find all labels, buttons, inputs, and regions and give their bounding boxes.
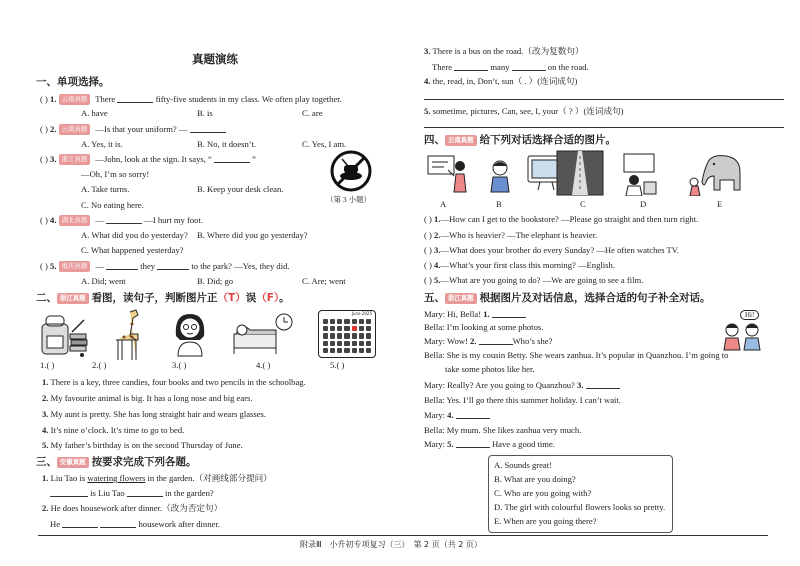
calendar-cell (323, 341, 328, 346)
q5-line: ( ) 5. 重庆真题 — they to the park? —Yes, they did. (40, 261, 290, 271)
blank[interactable] (492, 309, 526, 318)
blank[interactable] (512, 62, 546, 71)
calendar-cell (352, 348, 357, 353)
calendar-cell (337, 326, 342, 331)
blank[interactable] (479, 336, 513, 345)
boy-icon (486, 158, 514, 194)
blank[interactable] (190, 124, 226, 133)
option: A. What did you do yesterday? (81, 230, 188, 240)
figure-caption: （第 3 小题） (326, 195, 371, 204)
s2-sentence: 3. My aunt is pretty. She has long straight hair and wears glasses. (42, 409, 267, 419)
s4-item: ( ) 1.—How can I get to the bookstore? —Please go straight and then turn right. (424, 214, 699, 224)
section5-heading: 五、 浙江真题 根据图片及对话信息，选择合适的句子补全对话。 (424, 292, 711, 304)
calendar-cell (330, 326, 335, 331)
s3-q2: 2. He does housework after dinner.（改为否定句） (42, 503, 223, 513)
dialogue-line: Mary: 5. Have a good time. (424, 439, 555, 449)
blank[interactable] (456, 439, 490, 448)
blank[interactable] (106, 261, 138, 270)
answer-paren[interactable]: ( ) (40, 261, 48, 271)
blank[interactable] (454, 62, 488, 71)
calendar-cell (366, 348, 371, 353)
option: B. Where did you go yesterday? (197, 230, 308, 240)
answer-paren[interactable]: ( ) (40, 94, 48, 104)
footer-rule (38, 535, 768, 536)
calendar-cell (359, 319, 364, 324)
calendar-grid (323, 319, 371, 353)
calendar-icon: June 2025 (318, 310, 376, 358)
calendar-cell (323, 333, 328, 338)
page-title: 真题演练 (192, 52, 238, 66)
source-tag: 浙江真题 (57, 293, 89, 304)
s4-item: ( ) 3.—What does your brother do every Sunday? —He often watches TV. (424, 245, 680, 255)
calendar-cell (359, 333, 364, 338)
option: B. Keep your desk clean. (197, 184, 284, 194)
calendar-cell (323, 319, 328, 324)
calendar-cell (352, 326, 357, 331)
option: C. Are; went (302, 276, 346, 286)
option: A. have (81, 108, 108, 118)
calendar-cell (352, 341, 357, 346)
calendar-cell (330, 341, 335, 346)
source-tag: 湖北真题 (59, 215, 91, 226)
giraffe-icon (108, 306, 148, 362)
elephant-boy-icon (688, 150, 746, 196)
calendar-cell (359, 348, 364, 353)
calendar-cell (366, 326, 371, 331)
dialogue-line: take some photos like her. (445, 364, 535, 374)
s3-q1-answer: is Liu Tao in the garden? (50, 488, 214, 499)
option: C. are (302, 108, 323, 118)
s3-q3-answer: There many on the road. (432, 62, 589, 72)
blank[interactable] (62, 519, 98, 528)
picture-label[interactable]: 5.( ) (330, 360, 345, 370)
option-item: C. Who are you going with? (494, 488, 592, 498)
calendar-cell (352, 319, 357, 324)
two-girls-icon (718, 318, 770, 352)
blank[interactable] (157, 261, 189, 270)
s3-q5: 5. sometime, pictures, Can, see, I, your（ ? ）(连词成句) (424, 106, 624, 116)
blank[interactable] (214, 154, 250, 163)
blank[interactable] (100, 519, 136, 528)
answer-line[interactable] (424, 99, 784, 100)
s2-sentence: 4. It’s nine o’clock. It’s time to go to bed. (42, 425, 185, 435)
picture-label[interactable]: 1.( ) (40, 360, 55, 370)
s3-q3: 3. There is a bus on the road.（改为复数句） (424, 46, 584, 56)
blank[interactable] (127, 488, 163, 497)
section4-heading: 四、 云南真题 给下列对话选择合适的图片。 (424, 134, 617, 146)
page: 真题演练 一、单项选择。 ( ) 1. 云南真题 There fifty-five students in my class. We often play together. A. have B. is C. are ( ) 2. 云南真题 —Is that your uniform? — A. Yes, it is. B. No, it doesn’t. C. Yes, I am. ( ) 3. 浙江真题 —John, look at the sign. It says, “ ” —Oh, I’m so sorry! A. Take turns. B. Keep your desk clean. C. No eating here. （第 3 小题） ( ) 4. 湖北真题 — —I hurt my foot. A. What did you do yesterday? B. Where did you go yesterday? C. What happened yesterday? ( ) 5. 重庆真题 — they to the park? —Yes, they did. A. Did; went B. Did; go C. Are; went 二、 浙江真题 看图，读句子，判断图片正（T）误（F）。 June 2025 1.( ) 2.( ) 3.( ) 4.( ) 5.( ) 1. There is a key, three candies, four books and two pencils in the schoolbag. 2. My favourite animal is big. It has a long nose and big ears. 3. My aunt is pretty. She has long straight hair and wears glasses. 4. It’s nine o’clock. It’s time to go to bed. 5. My father’s birthday is on the second Thursday of June. 三、 安徽真题 按要求完成下列各题。 1. Liu Tao is watering flowers in the garden.（对画线部分提问） is Liu Tao in the garden? 2. He does housework after dinner.（改为否定句） He housework after dinner. 3. There is a bus on the road.（改为复数句） There many on the road. 4. the, read, in, Don’t, sun（ . ）(连词成句) 5. sometime, pictures, Can, see, I, your（ ? ）(连词成句) 四、 云南真题 给下列对话选择合适的图片。 A B C D E ( ) 1.—How can I get to the bookstore? —Please go straight and then turn right. ( ) 2.—Who is heavier? —The elephant is heavier. ( ) 3.—What does your brother do every Sunday? —He often watches TV. ( ) 4.—What’s your first class this morning? —English. ( ) 5.—What are you going to do? —We are going to see a film. 五、 浙江真题 根据图片及对话信息，选择合适的句子补全对话。 Hi! Mary: Hi, Bella! 1. Bella: I’m looking at some photos. Mary: Wow! 2. Who’s she? Bella: She is my cousin Betty. She wears zanhua. It’s popular in Quanzhou. I’m going to take some photos like her. Mary: Really? Are you going to Quanzhou? 3. Bella: Yes. I’ll go there this summer holiday. I can’t wait. Mary: 4. Bella: My mum. She likes zanhua very much. Mary: 5. Have a good time. A. Sounds great! B. What are you doing? C. Who are you going with? D. The girl with colourful flowers looks so pretty. E. When are you going there? 附录Ⅲ 小升初专项复习（三） 第 2 页（共 2 页） (0, 0, 800, 566)
calendar-cell (337, 333, 342, 338)
picture-letter: C (580, 199, 586, 209)
calendar-cell (330, 333, 335, 338)
s4-item: ( ) 2.—Who is heavier? —The elephant is heavier. (424, 230, 598, 240)
option: A. Take turns. (81, 184, 130, 194)
page-footer: 附录Ⅲ 小升初专项复习（三） 第 2 页（共 2 页） (300, 540, 482, 549)
calendar-cell (366, 341, 371, 346)
option: A. Did; went (81, 276, 126, 286)
calendar-cell (366, 333, 371, 338)
s3-q1: 1. Liu Tao is watering flowers in the garden.（对画线部分提问） (42, 473, 272, 483)
option: C. What happened yesterday? (81, 245, 184, 255)
s2-sentence: 2. My favourite animal is big. It has a long nose and big ears. (42, 393, 253, 403)
dialogue-line: Mary: Hi, Bella! 1. (424, 309, 526, 320)
blank[interactable] (456, 410, 490, 419)
option-item: D. The girl with colourful flowers looks so pretty. (494, 502, 666, 512)
section3-heading: 三、 安徽真题 按要求完成下列各题。 (36, 456, 197, 468)
calendar-cell (352, 333, 357, 338)
options-box (488, 455, 673, 533)
picture-letter: A (440, 199, 447, 209)
s3-q4: 4. the, read, in, Don’t, sun（ . ）(连词成句) (424, 76, 578, 86)
schoolbag-icon (38, 312, 90, 358)
cinema-viewer-icon (618, 152, 660, 196)
picture-letter: B (496, 199, 502, 209)
calendar-cell (344, 348, 349, 353)
blank[interactable] (586, 380, 620, 389)
source-tag: 安徽真题 (57, 457, 89, 468)
calendar-cell (337, 319, 342, 324)
section2-heading: 二、 浙江真题 看图，读句子，判断图片正（T）误（F）。 (36, 292, 290, 304)
dialogue-line: Mary: 4. (424, 410, 490, 421)
blank[interactable] (50, 488, 88, 497)
dialogue-line: Bella: Yes. I’ll go there this summer holiday. I can’t wait. (424, 395, 621, 405)
option: A. Yes, it is. (81, 139, 123, 149)
s2-sentence: 5. My father’s birthday is on the second Thursday of June. (42, 440, 243, 450)
picture-label[interactable]: 4.( ) (256, 360, 271, 370)
q1-line: ( ) 1. 云南真题 There fifty-five students in my class. We often play together. (40, 94, 342, 104)
girl-icon (170, 310, 210, 358)
bed-clock-icon (232, 312, 294, 358)
picture-letter: E (717, 199, 723, 209)
speech-bubble: Hi! (740, 310, 759, 320)
option: B. No, it doesn’t. (197, 139, 257, 149)
calendar-cell (330, 348, 335, 353)
dialogue-line: Bella: My mum. She likes zanhua very much. (424, 425, 582, 435)
picture-label[interactable]: 3.( ) (172, 360, 187, 370)
option-item: E. When are you going there? (494, 516, 597, 526)
picture-letter: D (640, 199, 647, 209)
no-eating-sign-icon (330, 150, 372, 192)
answer-paren[interactable]: ( ) (40, 154, 48, 164)
s2-sentence: 1. There is a key, three candies, four books and two pencils in the schoolbag. (42, 377, 306, 387)
calendar-cell (323, 326, 328, 331)
q4-line: ( ) 4. 湖北真题 — —I hurt my foot. (40, 215, 203, 225)
calendar-cell (330, 319, 335, 324)
calendar-cell (344, 333, 349, 338)
source-tag: 重庆真题 (59, 261, 91, 272)
calendar-cell (359, 326, 364, 331)
road-street-icon (556, 150, 604, 196)
picture-label[interactable]: 2.( ) (92, 360, 107, 370)
source-tag: 云南真题 (59, 124, 91, 135)
source-tag: 浙江真题 (59, 154, 91, 165)
calendar-cell (337, 348, 342, 353)
classroom-teacher-icon (426, 152, 470, 196)
calendar-cell (359, 341, 364, 346)
answer-paren[interactable]: ( ) (40, 124, 48, 134)
dialogue-line: Mary: Really? Are you going to Quanzhou? 3. (424, 380, 620, 391)
source-tag: 云南真题 (59, 94, 91, 105)
dialogue-line: Mary: Wow! 2. Who’s she? (424, 336, 553, 346)
calendar-cell (344, 319, 349, 324)
option-item: B. What are you doing? (494, 474, 576, 484)
option: C. Yes, I am. (302, 139, 347, 149)
q2-line: ( ) 2. 云南真题 —Is that your uniform? — (40, 124, 226, 135)
q3-line: ( ) 3. 浙江真题 —John, look at the sign. It says, “ ” (40, 154, 256, 164)
answer-line[interactable] (424, 127, 784, 128)
calendar-cell (366, 319, 371, 324)
dialogue-line: Bella: She is my cousin Betty. She wears zanhua. It’s popular in Quanzhou. I’m going to (424, 350, 729, 360)
option: C. No eating here. (81, 200, 144, 210)
calendar-cell (323, 348, 328, 353)
calendar-cell (344, 341, 349, 346)
source-tag: 云南真题 (445, 135, 477, 146)
blank[interactable] (106, 215, 142, 224)
option: B. Did; go (197, 276, 234, 286)
source-tag: 浙江真题 (445, 293, 477, 304)
calendar-cell (344, 326, 349, 331)
s4-item: ( ) 5.—What are you going to do? —We are going to see a film. (424, 275, 644, 285)
option-item: A. Sounds great! (494, 460, 552, 470)
dialogue-line: Bella: I’m looking at some photos. (424, 322, 544, 332)
calendar-cell (337, 341, 342, 346)
s3-q2-answer: He housework after dinner. (50, 519, 220, 529)
section1-heading: 一、单项选择。 (36, 76, 110, 88)
blank[interactable] (117, 94, 153, 103)
option: B. is (197, 108, 213, 118)
answer-paren[interactable]: ( ) (40, 215, 48, 225)
s4-item: ( ) 4.—What’s your first class this morning? —English. (424, 260, 615, 270)
